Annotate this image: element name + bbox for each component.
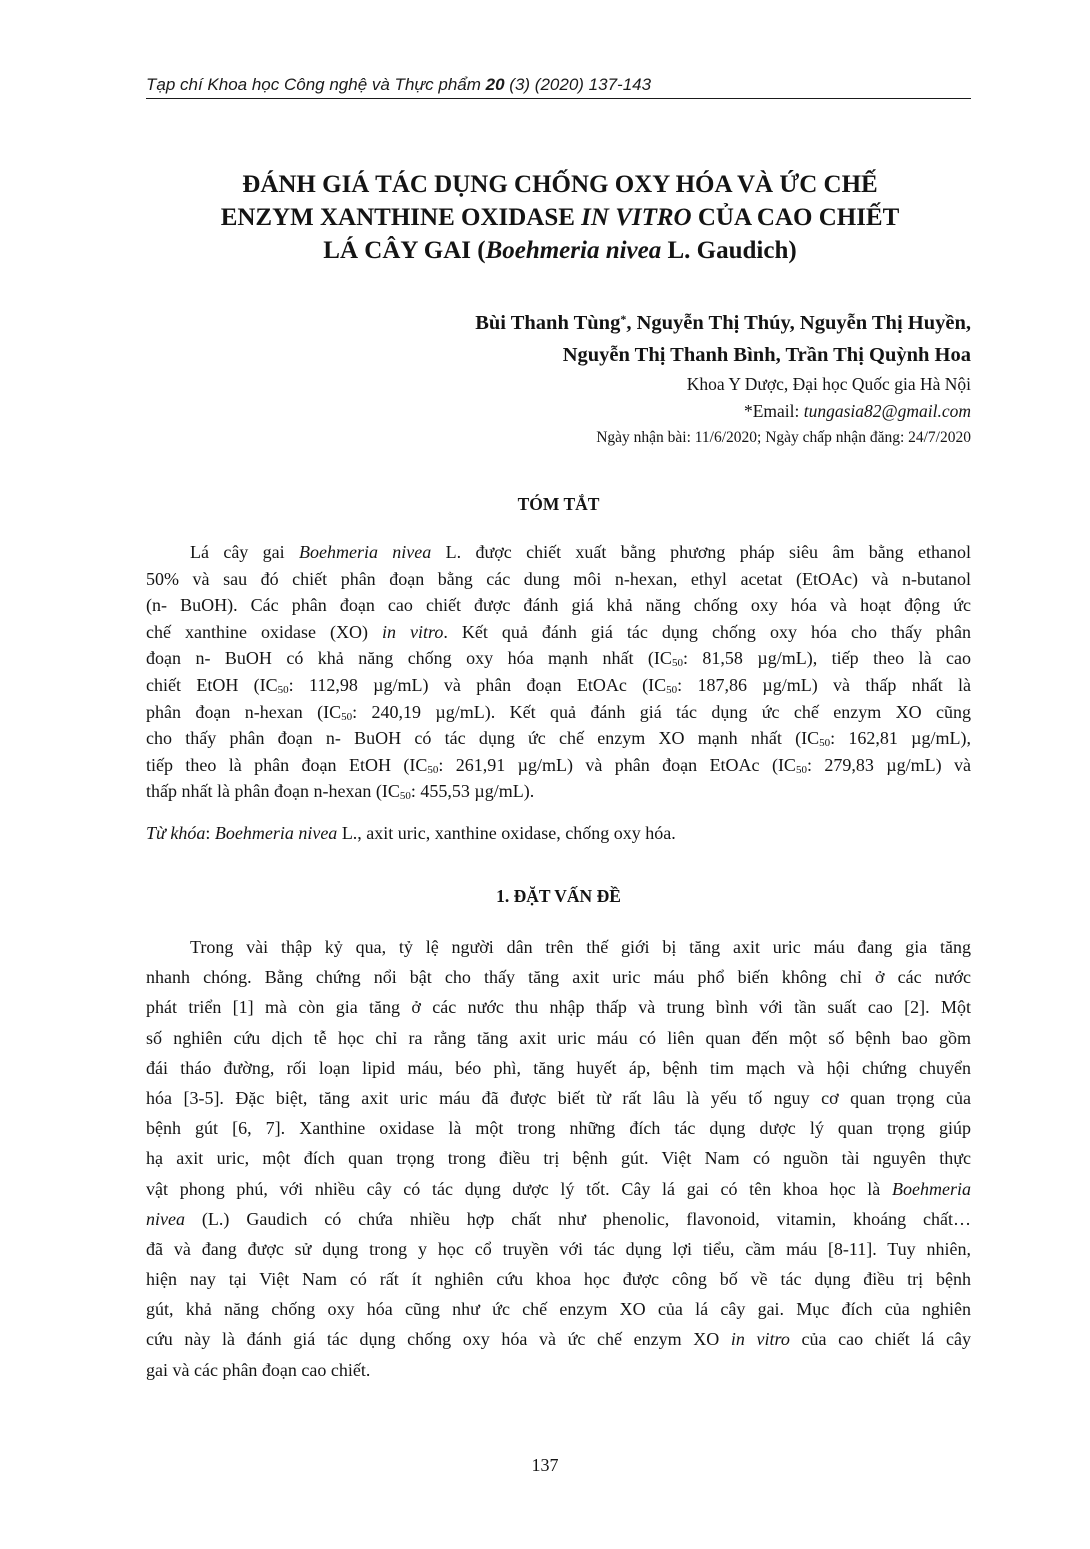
section-1-heading: 1. ĐẶT VẤN ĐỀ — [496, 886, 621, 906]
body-line: hạ axit uric, một đích quan trọng trong điều trị bệnh gút. Việt Nam có nguồn tài nguyên thực — [146, 1148, 971, 1169]
title-line-2: ENZYM XANTHINE OXIDASE — [220, 204, 582, 231]
keywords-list: L., axit uric, xanthine oxidase, chống oxy hóa. — [337, 823, 676, 843]
abstract-line: thấp nhất là phân đoạn n-hexan ($IC_{50}$: 455,53 µg/mL). — [146, 781, 535, 803]
body-line: gút, khả năng chống oxy hóa cũng như ức chế enzym XO của lá cây gai. Mục đích của nghiên — [146, 1299, 971, 1320]
keyword-species: Boehmeria nivea — [214, 823, 338, 843]
title-line-3: LÁ CÂY GAI ( — [323, 237, 486, 264]
abstract-line: cho thấy phân đoạn n- BuOH có tác dụng ức chế enzym XO mạnh nhất ($IC_{50}$: 162,81 µg/mL), — [146, 728, 971, 750]
body-line: phát triển [1] mà còn gia tăng ở các nước thu nhập thấp và trung bình với tần suất cao [2]. Một — [146, 997, 971, 1018]
body-line: hóa [3-5]. Đặc biệt, tăng axit uric máu đã được biết từ rất lâu là yếu tố nguy cơ quan trọng của — [146, 1087, 971, 1108]
body-line: nhanh chóng. Bằng chứng nổi bật cho thấy tăng axit uric máu phổ biến không chỉ ở các nước — [146, 967, 971, 988]
abstract-line: chiết EtOH ($IC_{50}$: 112,98 µg/mL) và phân đoạn EtOAc ($IC_{50}$: 187,86 µg/mL) và thấp nhất là — [146, 674, 972, 696]
title-line-1: ĐÁNH GIÁ TÁC DỤNG CHỐNG OXY HÓA VÀ ỨC CHẾ — [242, 171, 878, 198]
body-line: bệnh gút [6, 7]. Xanthine oxidase là một trong những đích tác dụng dược lý quan trọng giúp — [146, 1118, 971, 1139]
species-name: Boehmeria nivea — [298, 542, 432, 562]
title-line-3-end: L. Gaudich) — [661, 237, 797, 264]
paper-title — [120, 168, 1000, 267]
journal-issue-pages: (3) (2020) 137-143 — [504, 75, 652, 94]
email-label: *Email: — [743, 401, 804, 421]
submission-dates: Ngày nhận bài: 11/6/2020; Ngày chấp nhận đăng: 24/7/2020 — [596, 429, 971, 446]
page-number: 137 — [531, 1455, 559, 1475]
abstract-line: tiếp theo là phân đoạn EtOH ($IC_{50}$: 261,91 µg/mL) và phân đoạn EtOAc ($IC_{50}$: 279,83 µg/mL) và — [146, 754, 972, 776]
body-line: gai và các phân đoạn cao chiết. — [146, 1359, 371, 1380]
journal-volume: 20 — [485, 75, 505, 94]
keywords-label: Từ khóa — [146, 823, 206, 843]
header-rule — [146, 98, 971, 99]
body-line: đái tháo đường, rối loạn lipid máu, béo phì, tăng huyết áp, bệnh tim mạch và hội chứng chuyển — [146, 1057, 971, 1078]
abstract-line: Lá cây gai Boehmeria nivea L. được chiết xuất bằng phương pháp siêu âm bằng ethanol — [190, 542, 972, 562]
institution: Khoa Y Dược, Đại học Quốc gia Hà Nội — [686, 374, 971, 394]
body-line: nivea (L.) Gaudich có chứa nhiều hợp chất như phenolic, flavonoid, vitamin, khoáng chất… — [146, 1208, 971, 1229]
abstract-line: 50% và sau đó chiết phân đoạn bằng các dung môi n-hexan, ethyl acetat (EtOAc) và n-butanol — [146, 568, 971, 589]
keywords: Từ khóa: Boehmeria nivea L., axit uric, xanthine oxidase, chống oxy hóa. — [146, 823, 676, 843]
journal-header — [146, 72, 971, 98]
abstract-line: đoạn n- BuOH có khả năng chống oxy hóa mạnh nhất ($IC_{50}$: 81,58 µg/mL), tiếp theo là cao — [146, 648, 971, 670]
abstract-line: phân đoạn n-hexan ($IC_{50}$: 240,19 µg/mL). Kết quả đánh giá tác dụng ức chế enzym XO cũng — [146, 701, 971, 723]
body-line: vật phong phú, với nhiều cây có tác dụng dược lý tốt. Cây lá gai có tên khoa học là Boehmeria — [146, 1178, 971, 1199]
email-link[interactable]: tungasia82@gmail.com — [803, 401, 971, 421]
title-in-vitro: IN VITRO — [581, 204, 692, 231]
corresponding-marker: * — [620, 312, 627, 326]
body-line: đã và đang được sử dụng trong y học cổ truyền với tác dụng lợi tiểu, cầm máu [8-11]. Tuy nhiên, — [146, 1238, 971, 1259]
corresponding-author: Bùi Thanh Tùng — [475, 312, 621, 334]
affiliation — [687, 371, 971, 425]
abstract-body — [146, 539, 971, 805]
abstract-line: (n- BuOH). Các phân đoạn cao chiết được đánh giá khả năng chống oxy hóa và hoạt động ức — [146, 595, 971, 616]
title-species: Boehmeria nivea — [485, 237, 662, 264]
abstract-heading: TÓM TẮT — [517, 494, 600, 514]
authors-line-1: , Nguyễn Thị Thúy, Nguyễn Thị Huyền, — [626, 312, 971, 334]
body-line: Trong vài thập kỷ qua, tỷ lệ người dân trên thế giới bị tăng axit uric máu đang gia tăng — [190, 937, 971, 957]
author-list — [475, 307, 971, 371]
journal-name: Tạp chí Khoa học Công nghệ và Thực phẩm — [146, 75, 486, 94]
body-line: hiện nay tại Việt Nam có rất ít nghiên cứu khoa học được công bố về tác dụng điều trị bệnh — [146, 1269, 971, 1290]
authors-line-2: Nguyễn Thị Thanh Bình, Trần Thị Quỳnh Hoa — [562, 344, 971, 366]
abstract-line: chế xanthine oxidase (XO) in vitro. Kết quả đánh giá tác dụng chống oxy hóa cho thấy phân — [146, 621, 971, 642]
title-line-2-end: CỦA CAO CHIẾT — [691, 204, 900, 231]
body-line: cứu này là đánh giá tác dụng chống oxy hóa và ức chế enzym XO in vitro của cao chiết lá cây — [146, 1329, 971, 1350]
section-1-body — [146, 932, 971, 1385]
body-line: số nghiên cứu dịch tễ học chỉ ra rằng tăng axit uric máu có liên quan đến một số bệnh bao gồm — [146, 1027, 971, 1048]
